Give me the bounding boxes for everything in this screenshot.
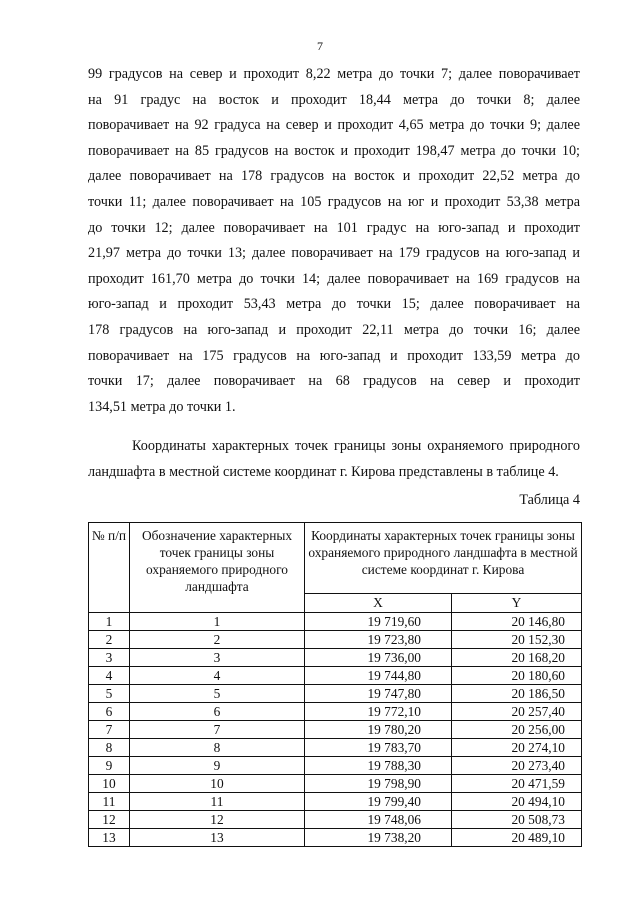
cell-point: 3: [130, 649, 305, 667]
cell-x: 19 772,10: [305, 703, 452, 721]
cell-x: 19 783,70: [305, 739, 452, 757]
cell-num: 6: [89, 703, 130, 721]
text-line: точки 17; далее поворачивает на 68 градусов на север и проходит: [88, 373, 580, 390]
header-y: Y: [452, 594, 582, 613]
cell-point: 4: [130, 667, 305, 685]
cell-x: 19 788,30: [305, 757, 452, 775]
cell-x: 19 748,06: [305, 811, 452, 829]
table-caption: Таблица 4: [519, 492, 580, 508]
cell-num: 1: [89, 613, 130, 631]
text-line: точки 11; далее поворачивает на 105 градусов на юг и проходит 53,38 метра: [88, 193, 580, 210]
text-line: 134,51 метра до точки 1.: [88, 398, 236, 415]
cell-num: 5: [89, 685, 130, 703]
table-row: [89, 613, 582, 631]
cell-num: 10: [89, 775, 130, 793]
cell-x: 19 719,60: [305, 613, 452, 631]
cell-x: 19 736,00: [305, 649, 452, 667]
cell-y: 20 494,10: [452, 793, 582, 811]
cell-num: 4: [89, 667, 130, 685]
header-coordinates: Координаты характерных точек границы зоны охраняемого природного ландшафта в местной системе координат г. Кирова: [305, 523, 582, 594]
cell-y: 20 273,40: [452, 757, 582, 775]
text-line: 178 градусов на юго-запад и проходит 22,11 метра до точки 16; далее: [88, 321, 580, 338]
cell-x: 19 798,90: [305, 775, 452, 793]
table-row: [89, 793, 582, 811]
header-x: X: [305, 594, 452, 613]
cell-y: 20 274,10: [452, 739, 582, 757]
cell-x: 19 747,80: [305, 685, 452, 703]
text-line: 21,97 метра до точки 13; далее поворачивает на 179 градусов на юго-запад и: [88, 245, 580, 262]
table-row: [89, 631, 582, 649]
cell-point: 6: [130, 703, 305, 721]
cell-num: 13: [89, 829, 130, 847]
table-row: [89, 667, 582, 685]
cell-y: 20 168,20: [452, 649, 582, 667]
text-line: далее поворачивает на 178 градусов на восток и проходит 22,52 метра до: [88, 168, 580, 185]
cell-num: 3: [89, 649, 130, 667]
cell-point: 7: [130, 721, 305, 739]
page-number: 7: [317, 39, 323, 53]
header-num: № п/п: [89, 523, 130, 613]
text-line: до точки 12; далее поворачивает на 101 градус на юго-запад и проходит: [88, 219, 580, 236]
text-line: поворачивает на 92 градуса на север и проходит 4,65 метра до точки 9; далее: [88, 117, 580, 134]
cell-point: 10: [130, 775, 305, 793]
table-row: [89, 649, 582, 667]
table-intro-paragraph: [88, 434, 580, 485]
text-line: на 91 градус на восток и проходит 18,44 метра до точки 8; далее: [88, 91, 580, 108]
cell-y: 20 180,60: [452, 667, 582, 685]
table-row: [89, 775, 582, 793]
table-row: [89, 721, 582, 739]
cell-y: 20 471,59: [452, 775, 582, 793]
cell-x: 19 738,20: [305, 829, 452, 847]
cell-num: 2: [89, 631, 130, 649]
cell-y: 20 186,50: [452, 685, 582, 703]
cell-x: 19 723,80: [305, 631, 452, 649]
text-line: поворачивает на 85 градусов на восток и проходит 198,47 метра до точки 10;: [88, 142, 580, 159]
table-row: [89, 685, 582, 703]
cell-num: 9: [89, 757, 130, 775]
cell-point: 2: [130, 631, 305, 649]
header-designation: Обозначение характерных точек границы зоны охраняемого природного ландшафта: [130, 523, 305, 613]
cell-num: 11: [89, 793, 130, 811]
cell-y: 20 146,80: [452, 613, 582, 631]
text-line: 99 градусов на север и проходит 8,22 метра до точки 7; далее поворачивает: [88, 66, 580, 82]
cell-num: 7: [89, 721, 130, 739]
cell-point: 8: [130, 739, 305, 757]
cell-num: 8: [89, 739, 130, 757]
cell-point: 11: [130, 793, 305, 811]
cell-point: 1: [130, 613, 305, 631]
coordinates-table: [88, 522, 582, 847]
cell-point: 5: [130, 685, 305, 703]
table-row: [89, 829, 582, 847]
cell-x: 19 799,40: [305, 793, 452, 811]
text-line: проходит 161,70 метра до точки 14; далее поворачивает на 169 градусов на: [88, 270, 580, 287]
cell-y: 20 489,10: [452, 829, 582, 847]
boundary-description-paragraph: [88, 62, 580, 420]
cell-y: 20 256,00: [452, 721, 582, 739]
table-row: [89, 811, 582, 829]
cell-x: 19 744,80: [305, 667, 452, 685]
cell-y: 20 152,30: [452, 631, 582, 649]
cell-point: 13: [130, 829, 305, 847]
table-row: [89, 757, 582, 775]
cell-num: 12: [89, 811, 130, 829]
text-line: юго-запад и проходит 53,43 метра до точки 15; далее поворачивает на: [88, 296, 580, 313]
text-line: Координаты характерных точек границы зоны охраняемого природного: [132, 438, 580, 454]
cell-y: 20 257,40: [452, 703, 582, 721]
cell-x: 19 780,20: [305, 721, 452, 739]
text-line: ландшафта в местной системе координат г. Кирова представлены в таблице 4.: [88, 463, 559, 480]
table-row: [89, 739, 582, 757]
text-line: поворачивает на 175 градусов на юго-запад и проходит 133,59 метра до: [88, 347, 580, 364]
table-row: [89, 703, 582, 721]
cell-point: 9: [130, 757, 305, 775]
cell-y: 20 508,73: [452, 811, 582, 829]
cell-point: 12: [130, 811, 305, 829]
